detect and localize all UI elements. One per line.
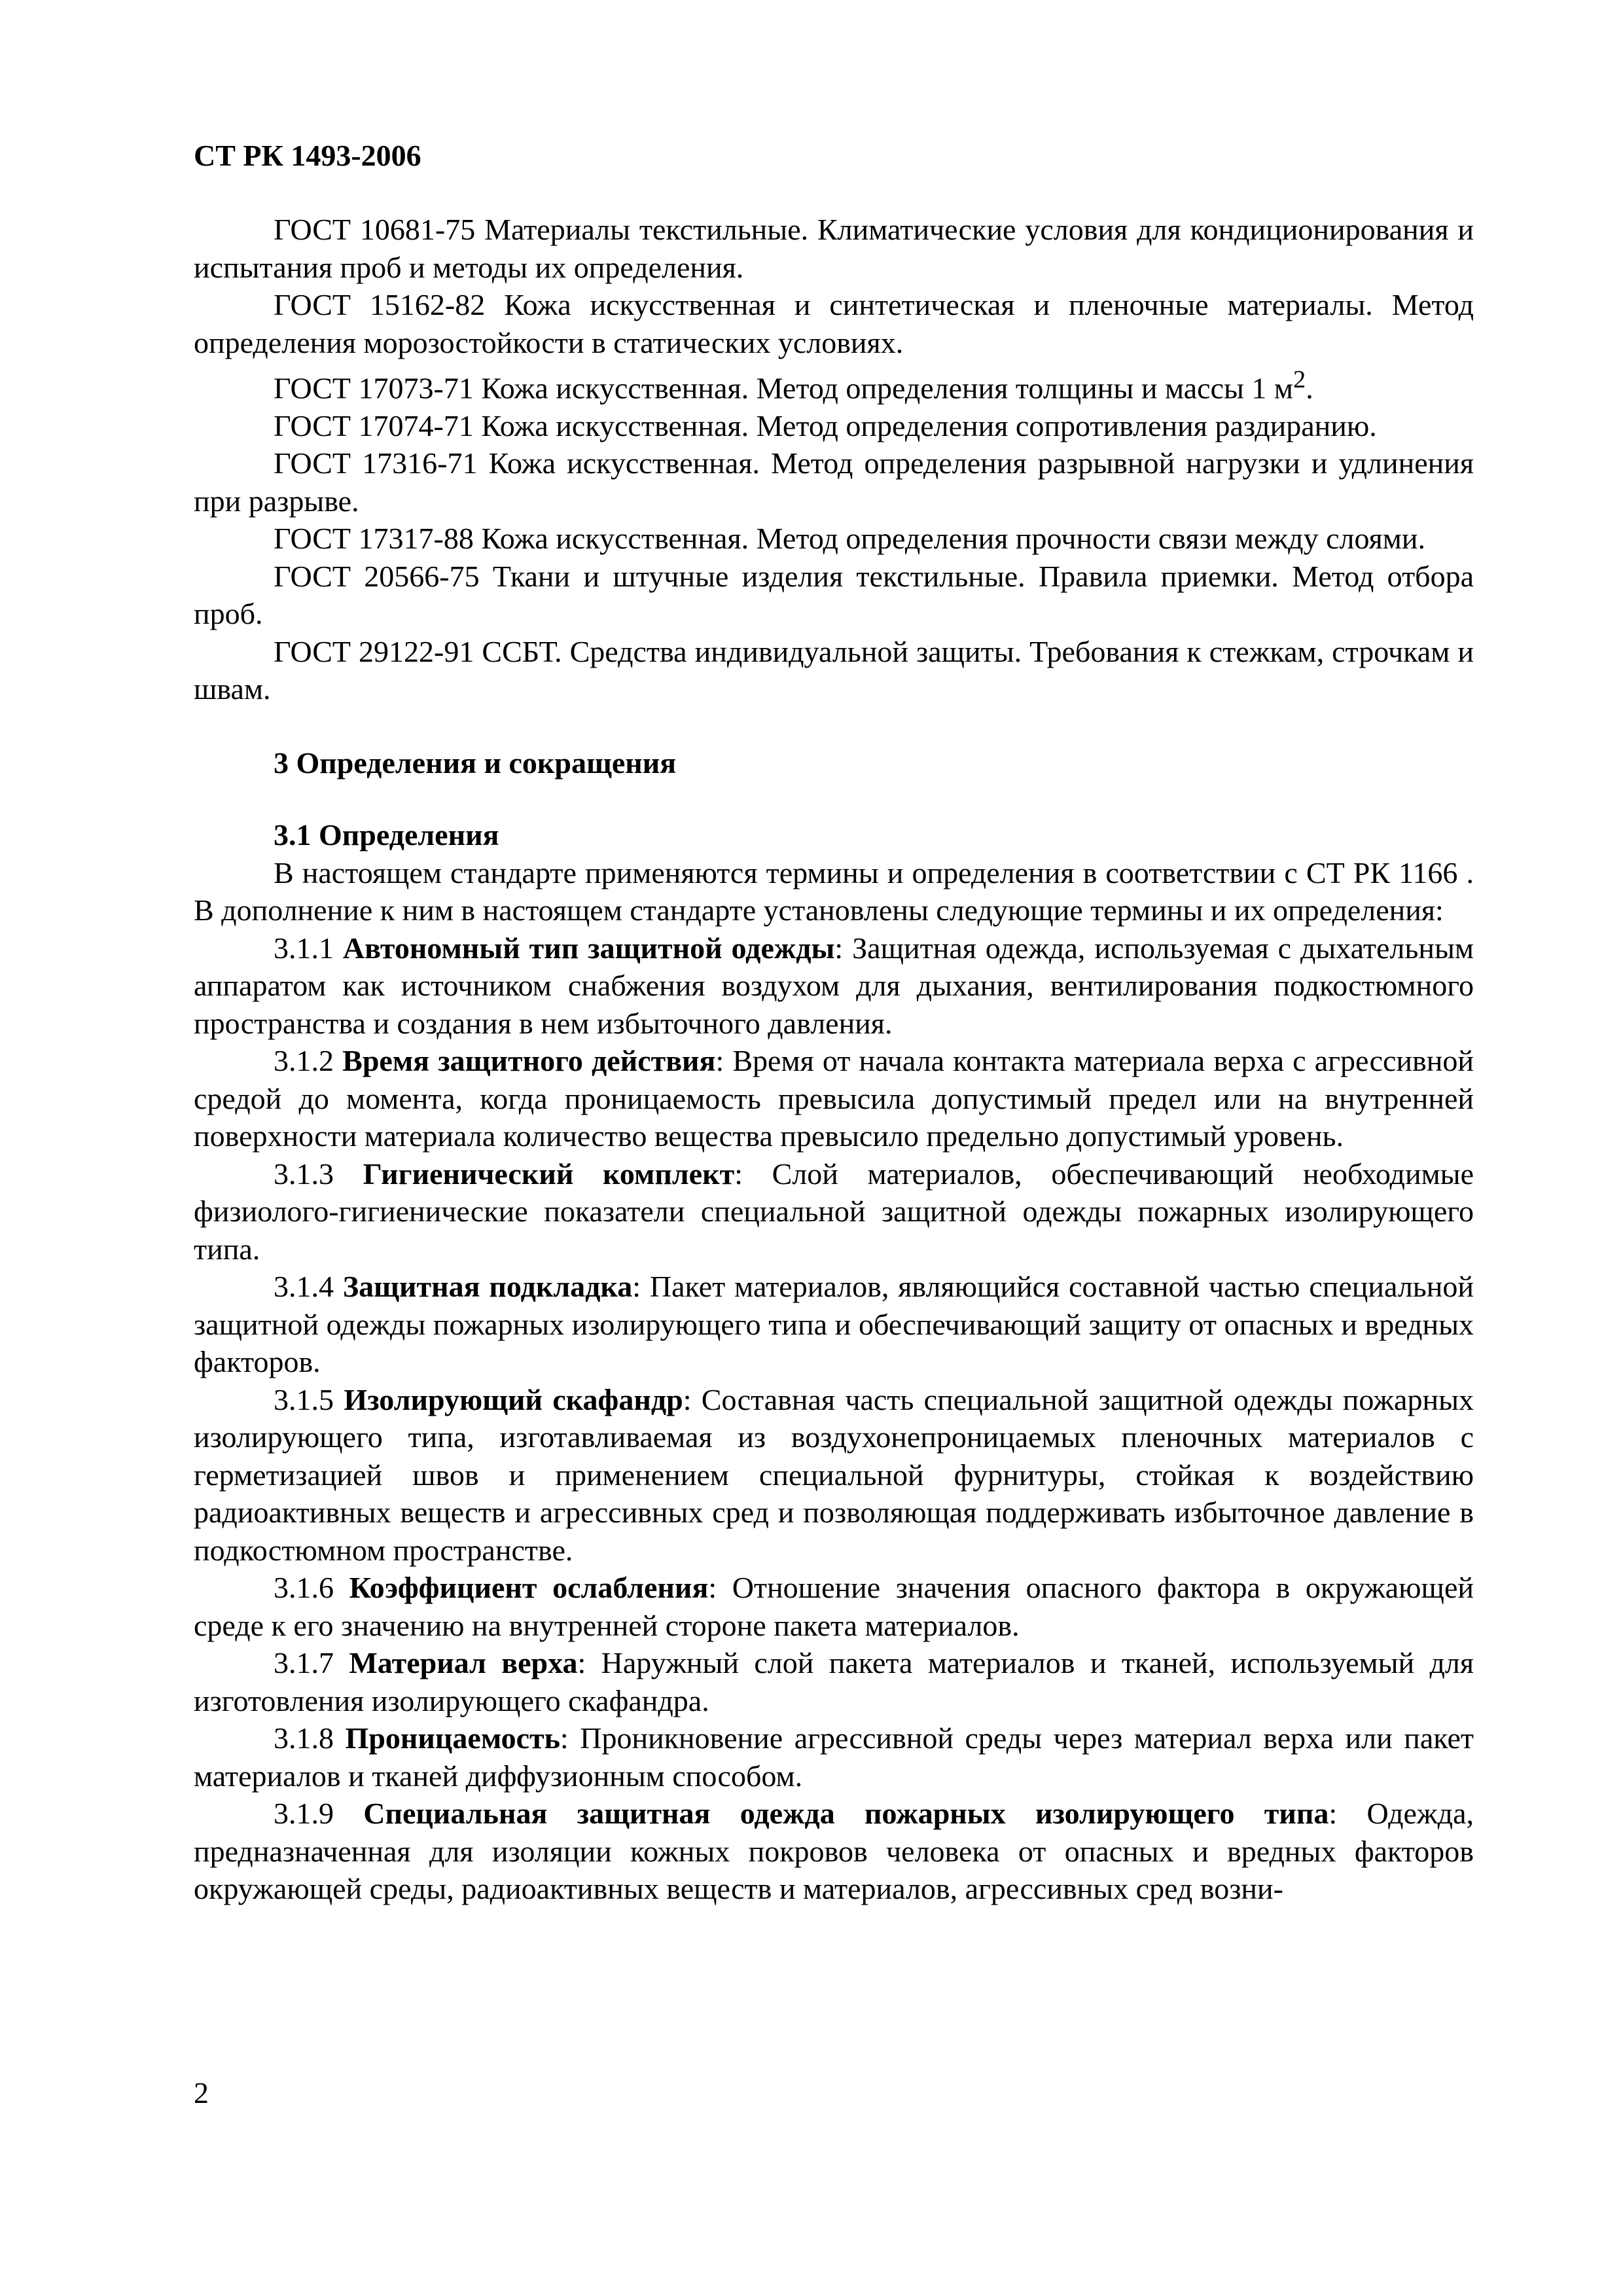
definition-number: 3.1.4 <box>274 1270 334 1304</box>
reference-gost-17073-end: . <box>1306 371 1313 405</box>
reference-gost-17073-superscript: 2 <box>1293 366 1306 393</box>
section-heading: 3 Определения и сокращения <box>274 745 677 780</box>
definition-text: : Составная часть специальной защитной одежды пожарных изолирующего типа, изготавливаемая из воздухонепроницаемых пленочных материалов с герметизацией швов и применением специальной фурнитуры, стойкая к воздействию радиоактивных веществ и агрессивных сред и позволяющая поддерживать избыточное давление в подкостюмном пространстве. <box>194 1382 1474 1567</box>
definition-text: : Время от начала контакта материала верха с агрессивной средой до момента, когда проницаемость превысила допустимый предел или на внутренней поверхности материала количество вещества превысило предельно допустимый уровень. <box>194 1044 1474 1153</box>
definition-3-1-8 <box>194 1719 1474 1795</box>
definition-text: : Слой материалов, обеспечивающий необходимые физиолого-гигиенические показатели специальной защитной одежды пожарных изолирующего типа. <box>194 1157 1474 1266</box>
definition-term: Изолирующий скафандр <box>344 1382 683 1416</box>
definition-text: : Защитная одежда, используемая с дыхательным аппаратом как источником снабжения воздухом для дыхания, вентилирования подкостюмного пространства и создания в нем избыточного давления. <box>194 931 1474 1040</box>
definition-text: : Отношение значения опасного фактора в окружающей среде к его значению на внутренней стороне пакета материалов. <box>194 1571 1474 1642</box>
page-number: 2 <box>194 2076 209 2109</box>
reference-gost-15162: ГОСТ 15162-82 Кожа искусственная и синтетическая и пленочные материалы. Метод определения морозостойкости в статических условиях. <box>194 288 1474 359</box>
definition-3-1-9 <box>194 1795 1474 1908</box>
definition-number: 3.1.3 <box>274 1157 334 1191</box>
reference-gost-17317: ГОСТ 17317-88 Кожа искусственная. Метод определения прочности связи между слоями. <box>274 522 1425 556</box>
section-intro: В настоящем стандарте применяются термины и определения в соответствии с СТ РК 1166 . В дополнение к ним в настоящем стандарте установлены следующие термины и их определения: <box>194 855 1474 927</box>
definition-number: 3.1.6 <box>274 1571 334 1605</box>
definition-term: Гигиенический комплект <box>363 1157 735 1191</box>
definition-number: 3.1.7 <box>274 1646 334 1680</box>
definition-term: Специальная защитная одежда пожарных изолирующего типа <box>363 1797 1329 1831</box>
page-content <box>194 211 1474 1908</box>
subsection-heading: 3.1 Определения <box>274 818 499 852</box>
definition-3-1-2 <box>194 1042 1474 1155</box>
definition-number: 3.1.8 <box>274 1721 334 1755</box>
definition-number: 3.1.1 <box>274 931 334 965</box>
definition-3-1-1 <box>194 929 1474 1043</box>
reference-gost-10681: ГОСТ 10681-75 Материалы текстильные. Климатические условия для кондиционирования и испытания проб и методы их определения. <box>194 213 1474 284</box>
definition-number: 3.1.9 <box>274 1797 334 1831</box>
reference-gost-29122: ГОСТ 29122-91 ССБТ. Средства индивидуальной защиты. Требования к стежкам, строчкам и швам. <box>194 634 1474 706</box>
definition-term: Защитная подкладка <box>342 1270 633 1304</box>
definition-3-1-4 <box>194 1268 1474 1381</box>
document-header: СТ РК 1493-2006 <box>194 139 421 172</box>
definition-term: Автономный тип защитной одежды <box>342 931 835 965</box>
definition-term: Проницаемость <box>345 1721 560 1755</box>
definition-3-1-7 <box>194 1644 1474 1719</box>
reference-gost-20566: ГОСТ 20566-75 Ткани и штучные изделия текстильные. Правила приемки. Метод отбора проб. <box>194 559 1474 631</box>
definition-term: Время защитного действия <box>342 1044 716 1078</box>
definition-text: : Проникновение агрессивной среды через материал верха или пакет материалов и тканей диффузионным способом. <box>194 1721 1474 1793</box>
reference-gost-17073-text: ГОСТ 17073-71 Кожа искусственная. Метод определения толщины и массы 1 м <box>274 371 1294 405</box>
reference-gost-17073 <box>194 361 1474 407</box>
definition-text: : Наружный слой пакета материалов и тканей, используемый для изготовления изолирующего скафандра. <box>194 1646 1474 1717</box>
definition-text: : Одежда, предназначенная для изоляции кожных покровов человека от опасных и вредных факторов окружающей среды, радиоактивных веществ и материалов, агрессивных сред возни- <box>194 1797 1474 1906</box>
definition-3-1-3 <box>194 1155 1474 1268</box>
definition-3-1-6 <box>194 1569 1474 1644</box>
reference-gost-17316: ГОСТ 17316-71 Кожа искусственная. Метод определения разрывной нагрузки и удлинения при разрыве. <box>194 446 1474 518</box>
definition-term: Материал верха <box>349 1646 578 1680</box>
definition-number: 3.1.5 <box>274 1382 334 1416</box>
definition-number: 3.1.2 <box>274 1044 334 1078</box>
definition-3-1-5 <box>194 1381 1474 1570</box>
reference-gost-17074: ГОСТ 17074-71 Кожа искусственная. Метод определения сопротивления раздиранию. <box>274 408 1377 442</box>
definition-term: Коэффициент ослабления <box>349 1571 709 1605</box>
definition-text: : Пакет материалов, являющийся составной частью специальной защитной одежды пожарных изолирующего типа и обеспечивающий защиту от опасных и вредных факторов. <box>194 1270 1474 1379</box>
